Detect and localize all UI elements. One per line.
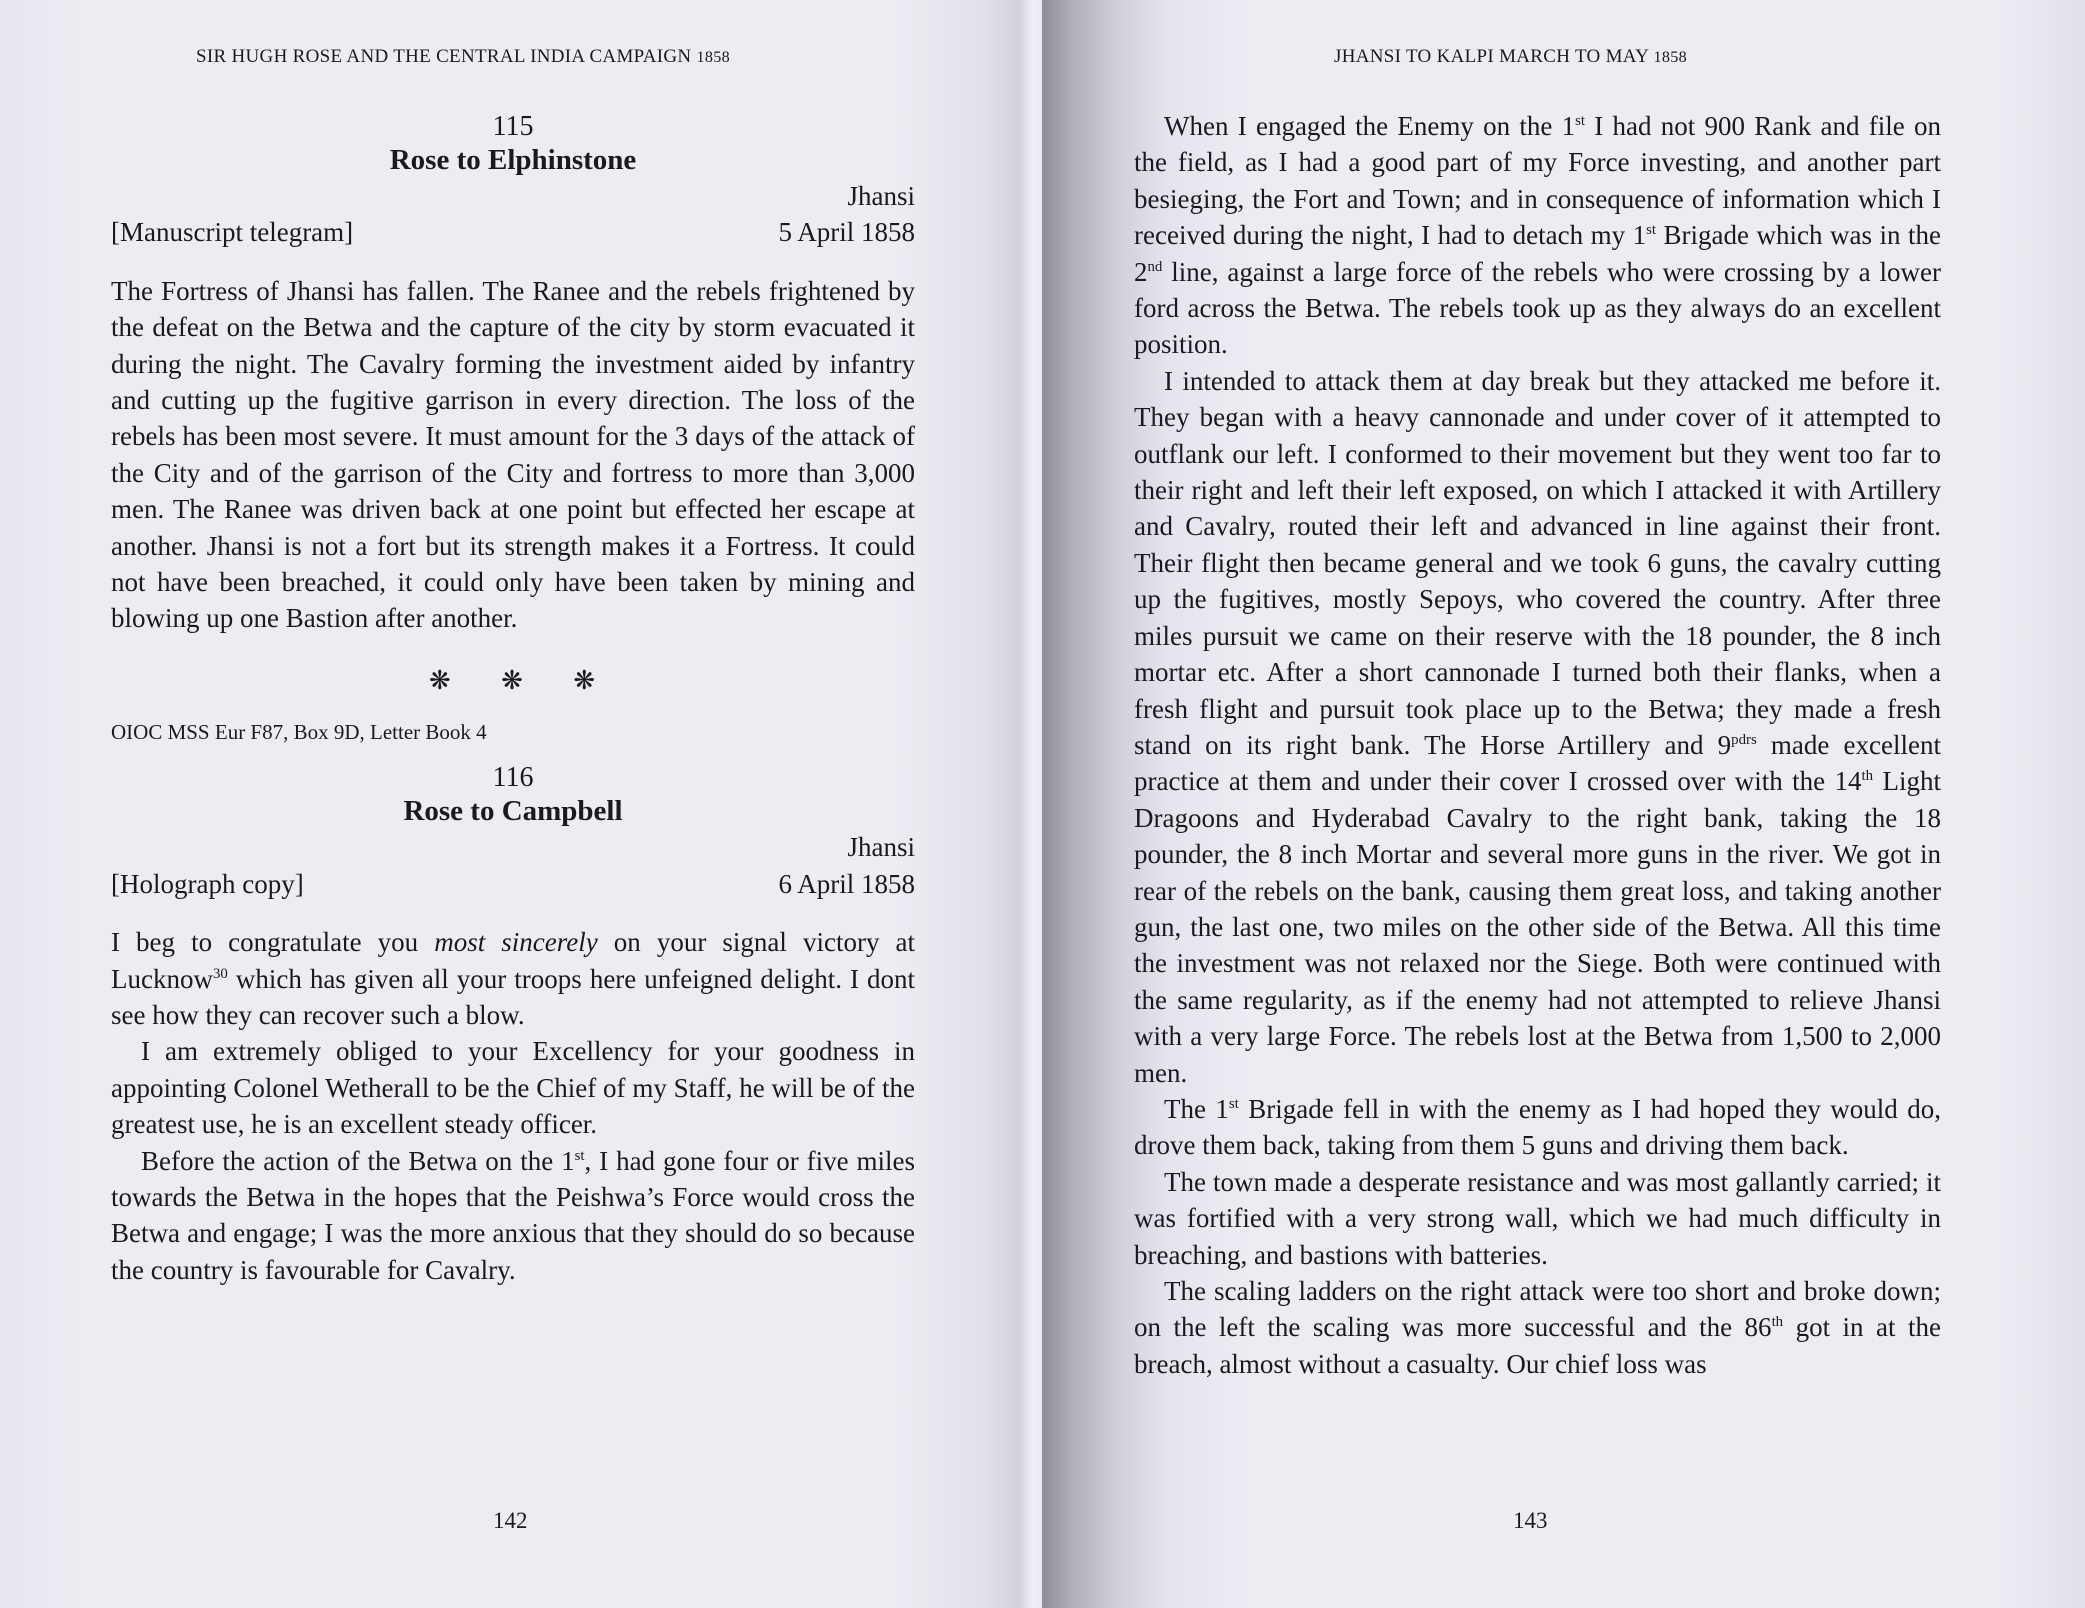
page-number-left: 142 — [493, 1508, 528, 1533]
running-head-right-year: 1858 — [1653, 49, 1687, 66]
document-number-115: 115 — [492, 111, 534, 142]
paragraph-r3: The 1st Brigade fell in with the enemy as I had hoped they would do, drove them back, taking from them 5 guns and driving them back. — [1134, 1093, 1941, 1161]
book-gutter — [1020, 0, 1042, 1608]
paragraph-116-1: I beg to congratulate you most sincerely on your signal victory at Lucknow$^{30}$ which has given all your troops here unfeigned delight. I dont see how they can recover such a blow. — [111, 927, 915, 1030]
document-date-116: 6 April 1858 — [778, 868, 915, 899]
document-place-116: Jhansi — [847, 832, 915, 863]
paragraph-116-2: I am extremely obliged to your Excellency for your goodness in appointing Colonel Wetherall to be the Chief of my Staff, he will be of the greatest use, he is an excellent steady officer. — [111, 1036, 915, 1140]
paragraph-116-3: Before the action of the Betwa on the 1st, I had gone four or five miles towards the Betwa in the hopes that the Peishwa’s Force would cross the Betwa and engage; I was the more anxious that they should do so because the country is favourable for Cavalry. — [111, 1145, 916, 1285]
paragraph-r4: The town made a desperate resistance and was most gallantly carried; it was fortified with a very strong wall, which we had much difficulty in breaching, and bastions with batteries. — [1134, 1166, 1941, 1270]
right-text-column — [1134, 108, 1941, 1382]
document-meta-115 — [111, 214, 915, 250]
left-page — [0, 0, 1020, 1608]
page-number-right: 143 — [1513, 1508, 1548, 1533]
document-type-116: [Holograph copy] — [111, 868, 304, 899]
document-title-115: Rose to Elphinstone — [389, 144, 637, 176]
document-meta-116 — [111, 866, 915, 902]
document-title-116: Rose to Campbell — [403, 795, 623, 828]
document-body-115: The Fortress of Jhansi has fallen. The Ranee and the rebels frightened by the defeat on the Betwa and the capture of the city by storm evacuated it during the night. The Cavalry forming the investment aided by infantry and cutting up the fugitive garrison in every direction. The loss of the rebels has been most severe. It must amount for the 3 days of the attack of the City and of the garrison of the City and fortress to more than 3,000 men. The Ranee was driven back at one point but effected her escape at another. Jhansi is not a fort but its strength makes it a Fortress. It could not have been breached, it could only have been taken by mining and blowing up one Bastion after another. — [111, 275, 915, 634]
running-head-right — [1334, 46, 1687, 68]
paragraph-r5: The scaling ladders on the right attack were too short and broke down; on the left the scaling was more successful and the 86th got in at the breach, almost without a casualty. Our chief loss was — [1134, 1276, 1941, 1379]
source-citation: OIOC MSS Eur F87, Box 9D, Letter Book 4 — [111, 720, 487, 745]
paragraph-r1: When I engaged the Enemy on the 1st I had not 900 Rank and file on the field, as I had a good part of my Force investing, and another part besieging, the Fort and Town; and in consequence of information which I received during the night, I had to detach my 1st Brigade which was in the 2nd line, against a large force of the rebels who were crossing by a lower ford across the Betwa. The rebels took up as they always do an excellent position. — [1134, 111, 1942, 360]
footnote-ref-30: 30 — [212, 965, 228, 982]
section-break-asterisks: ❋ ❋ ❋ — [428, 665, 618, 695]
running-head-right-text: JHANSI TO KALPI MARCH TO MAY — [1334, 46, 1649, 67]
emphasis-text: most sincerely — [434, 927, 598, 958]
running-head-left-text: SIR HUGH ROSE AND THE CENTRAL INDIA CAMPAIGN — [196, 46, 692, 67]
paragraph-r2: I intended to attack them at day break but they attacked me before it. They began with a heavy cannonade and under cover of it attempted to outflank our left. I conformed to their movement but they went too far to their right and left their left exposed, on which I attacked it with Artillery and Cavalry, routed their left and advanced in line against their front. Their flight then became general and we took 6 guns, the cavalry cutting up the fugitives, mostly Sepoys, who covered the country. After three miles pursuit we came on their reserve with the 18 pounder, the 8 inch mortar etc. After a short cannonade I turned both their flanks, when a fresh flight and pursuit took place up to the Betwa; they made a fresh stand on its right bank. The Horse Artillery and $9^{pdrs}$ made excellent practice at them and under their cover I crossed over with the 14th Light Dragoons and Hyderabad Cavalry to the right bank, taking the 18 pounder, the 8 inch Mortar and several more guns in the river. We got in rear of the rebels on the bank, causing them great loss, and taking another gun, the last one, two miles on the other side of the Betwa. All this time the investment was not relaxed nor the Siege. Both were continued with the same regularity, as if the enemy had not attempted to relieve Jhansi with a very large Force. The rebels lost at the Betwa from 1,500 to 2,000 men. — [1134, 365, 1941, 1088]
right-page — [1042, 0, 2085, 1608]
document-type-115: [Manuscript telegram] — [111, 217, 354, 248]
document-place-115: Jhansi — [847, 181, 915, 211]
running-head-left-year: 1858 — [696, 49, 730, 66]
running-head-left — [196, 46, 730, 68]
document-date-115: 5 April 1858 — [778, 217, 915, 248]
left-text-column — [111, 110, 915, 1288]
document-number-116: 116 — [492, 762, 534, 794]
